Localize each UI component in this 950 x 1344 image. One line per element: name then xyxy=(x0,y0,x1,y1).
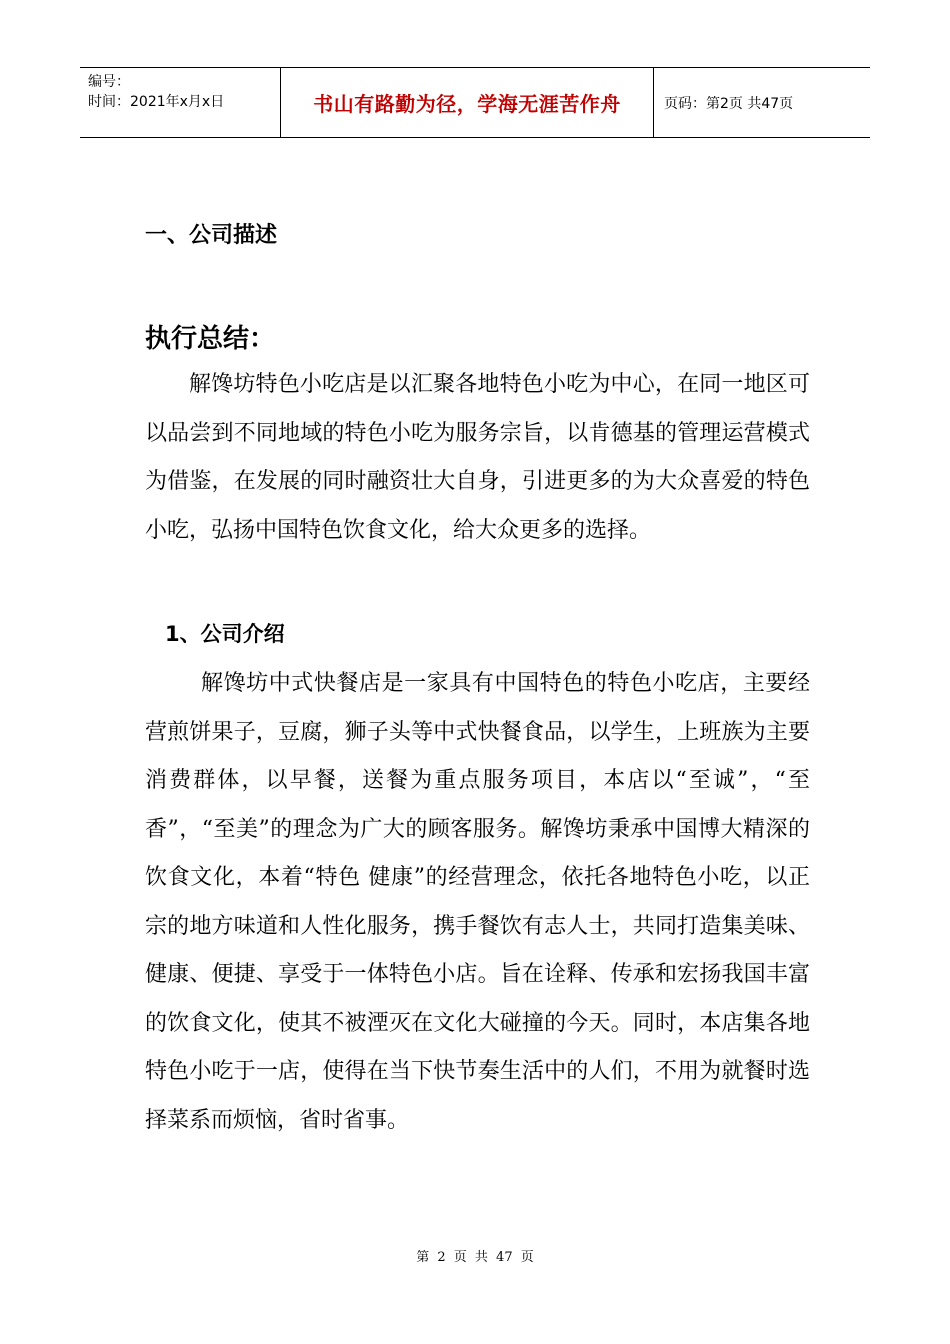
intro-paragraph: 解馋坊中式快餐店是一家具有中国特色的特色小吃店，主要经营煎饼果子，豆腐，狮子头等中式快餐食品，以学生，上班族为主要消费群体，以早餐，送餐为重点服务项目，本店以“至诚”，“至香”，“至美”的理念为广大的顾客服务。解馋坊秉承中国博大精深的饮食文化，本着“特色 健康”的经营理念，依托各地特色小吃，以正宗的地方味道和人性化服务，携手餐饮有志人士，共同打造集美味、健康、便捷、享受于一体特色小店。旨在诠释、传承和宏扬我国丰富的饮食文化，使其不被湮灭在文化大碰撞的今天。同时，本店集各地特色小吃于一店，使得在当下快节奏生活中的人们，不用为就餐时选择菜系而烦恼，省时省事。 xyxy=(145,671,810,1133)
summary-paragraph: 解馋坊特色小吃店是以汇聚各地特色小吃为中心，在同一地区可以品尝到不同地域的特色小吃为服务宗旨，以肯德基的管理运营模式为借鉴，在发展的同时融资壮大自身，引进更多的为大众喜爱的特色小吃，弘扬中国特色饮食文化，给大众更多的选择。 xyxy=(145,372,810,543)
section-title: 一、公司描述 xyxy=(145,223,278,248)
header-motto: 书山有路勤为径，学海无涯苦作舟 xyxy=(281,68,654,137)
header-time-label: 时间：2021年x月x日 xyxy=(88,94,225,110)
header-number-label: 编号： xyxy=(88,74,130,90)
header-page-label: 页码：第2页 共47页 xyxy=(664,95,794,112)
intro-title: 1、公司介绍 xyxy=(165,622,285,646)
page-header xyxy=(80,67,870,138)
summary-title: 执行总结： xyxy=(145,324,276,354)
header-info-cell xyxy=(80,68,281,137)
page-footer: 第 2 页 共 47 页 xyxy=(416,1250,534,1265)
